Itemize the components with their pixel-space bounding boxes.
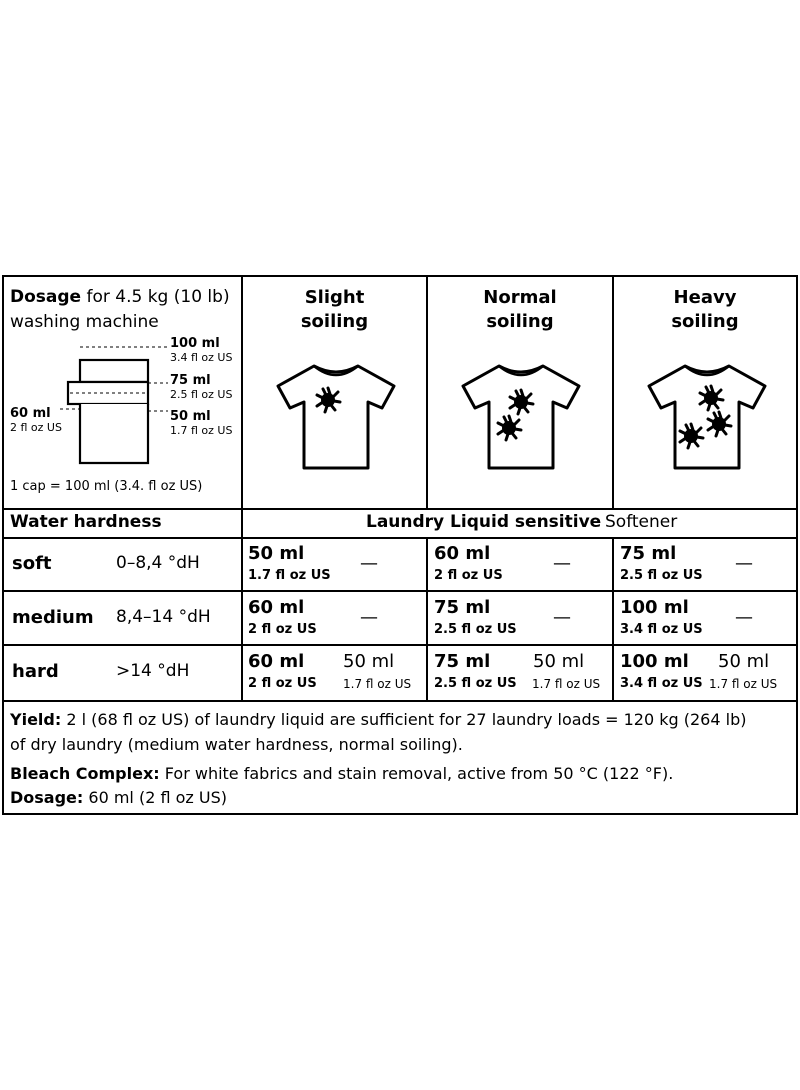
- soft-normal-ml: 60 ml: [434, 543, 491, 564]
- soiling-slight-heading: Slight soiling: [300, 287, 369, 332]
- medium-slight-softener: —: [360, 607, 378, 628]
- hard-heavy-ml: 100 ml: [620, 651, 689, 672]
- soft-slight-ml: 50 ml: [248, 543, 305, 564]
- shirt-one-stain-icon: [274, 362, 398, 474]
- soft-normal-softener: —: [553, 553, 571, 574]
- soiling-heavy-heading: Heavy soiling: [671, 287, 739, 332]
- dosage-title-rest: for 4.5 kg (10 lb): [81, 287, 230, 307]
- mark-75-oz: 2.5 fl oz US: [170, 388, 233, 401]
- hline-3: [2, 590, 798, 592]
- row-soft-range: 0–8,4 °dH: [116, 553, 200, 573]
- softener-heading: Softener: [605, 512, 678, 532]
- hard-heavy-oz: 3.4 fl oz US: [620, 676, 703, 691]
- hline-5: [2, 700, 798, 702]
- medium-slight-ml: 60 ml: [248, 597, 305, 618]
- soft-normal-oz: 2 fl oz US: [434, 568, 503, 583]
- frame-top: [2, 275, 798, 277]
- soiling-normal-heading: Normal soiling: [483, 287, 557, 332]
- water-hardness-heading: Water hardness: [10, 512, 162, 532]
- medium-heavy-oz: 3.4 fl oz US: [620, 622, 703, 637]
- row-hard-level: hard: [12, 661, 59, 682]
- shirt-three-stains-icon: [645, 362, 769, 474]
- dosage-title: [10, 286, 230, 308]
- frame-left: [2, 275, 4, 815]
- mark-60-oz: 2 fl oz US: [10, 421, 62, 434]
- row-soft-level: soft: [12, 553, 52, 574]
- divider-col3-lower: [612, 538, 614, 702]
- soft-slight-oz: 1.7 fl oz US: [248, 568, 331, 583]
- mark-75-ml: 75 ml: [170, 373, 211, 388]
- frame-right: [796, 275, 798, 815]
- hard-slight-ml: 60 ml: [248, 651, 305, 672]
- row-medium-range: 8,4–14 °dH: [116, 607, 211, 627]
- mark-50-oz: 1.7 fl oz US: [170, 424, 233, 437]
- hard-normal-softener-oz: 1.7 fl oz US: [532, 677, 601, 691]
- hard-heavy-softener-ml: 50 ml: [718, 651, 770, 672]
- mark-100-ml: 100 ml: [170, 336, 220, 351]
- mark-60-ml: 60 ml: [10, 406, 51, 421]
- shirt-two-stains-icon: [459, 362, 583, 474]
- hard-normal-ml: 75 ml: [434, 651, 491, 672]
- medium-normal-ml: 75 ml: [434, 597, 491, 618]
- medium-slight-oz: 2 fl oz US: [248, 622, 317, 637]
- bleach-line: Bleach Complex: For white fabrics and stain removal, active from 50 °C (122 °F).: [10, 764, 674, 783]
- yield-line-1: Yield: 2 l (68 fl oz US) of laundry liquid are sufficient for 27 laundry loads = 120 kg (264 lb): [10, 710, 747, 729]
- soft-heavy-softener: —: [735, 553, 753, 574]
- medium-normal-oz: 2.5 fl oz US: [434, 622, 517, 637]
- dosage-subtitle: washing machine: [10, 312, 159, 332]
- divider-main: [241, 275, 243, 702]
- measuring-cap-icon: [60, 335, 170, 475]
- hline-1: [2, 508, 798, 510]
- cap-note: 1 cap = 100 ml (3.4. fl oz US): [10, 479, 203, 494]
- hline-2: [2, 537, 798, 539]
- medium-heavy-ml: 100 ml: [620, 597, 689, 618]
- hard-normal-oz: 2.5 fl oz US: [434, 676, 517, 691]
- hard-heavy-softener-oz: 1.7 fl oz US: [709, 677, 778, 691]
- hard-normal-softener-ml: 50 ml: [533, 651, 585, 672]
- mark-100-oz: 3.4 fl oz US: [170, 351, 233, 364]
- hard-slight-softener-ml: 50 ml: [343, 651, 395, 672]
- yield-line-2: of dry laundry (medium water hardness, normal soiling).: [10, 735, 463, 754]
- hard-slight-oz: 2 fl oz US: [248, 676, 317, 691]
- soft-heavy-ml: 75 ml: [620, 543, 677, 564]
- row-medium-level: medium: [12, 607, 94, 628]
- soft-slight-softener: —: [360, 553, 378, 574]
- mark-50-ml: 50 ml: [170, 409, 211, 424]
- medium-heavy-softener: —: [735, 607, 753, 628]
- frame-bottom: [2, 813, 798, 815]
- dosage-line: Dosage: 60 ml (2 fl oz US): [10, 788, 227, 807]
- medium-normal-softener: —: [553, 607, 571, 628]
- product-heading: Laundry Liquid sensitive: [366, 512, 602, 532]
- hard-slight-softener-oz: 1.7 fl oz US: [343, 677, 412, 691]
- hline-4: [2, 644, 798, 646]
- divider-col2-lower: [426, 538, 428, 702]
- dosage-title-bold: Dosage: [10, 287, 82, 307]
- soft-heavy-oz: 2.5 fl oz US: [620, 568, 703, 583]
- row-hard-range: >14 °dH: [116, 661, 190, 681]
